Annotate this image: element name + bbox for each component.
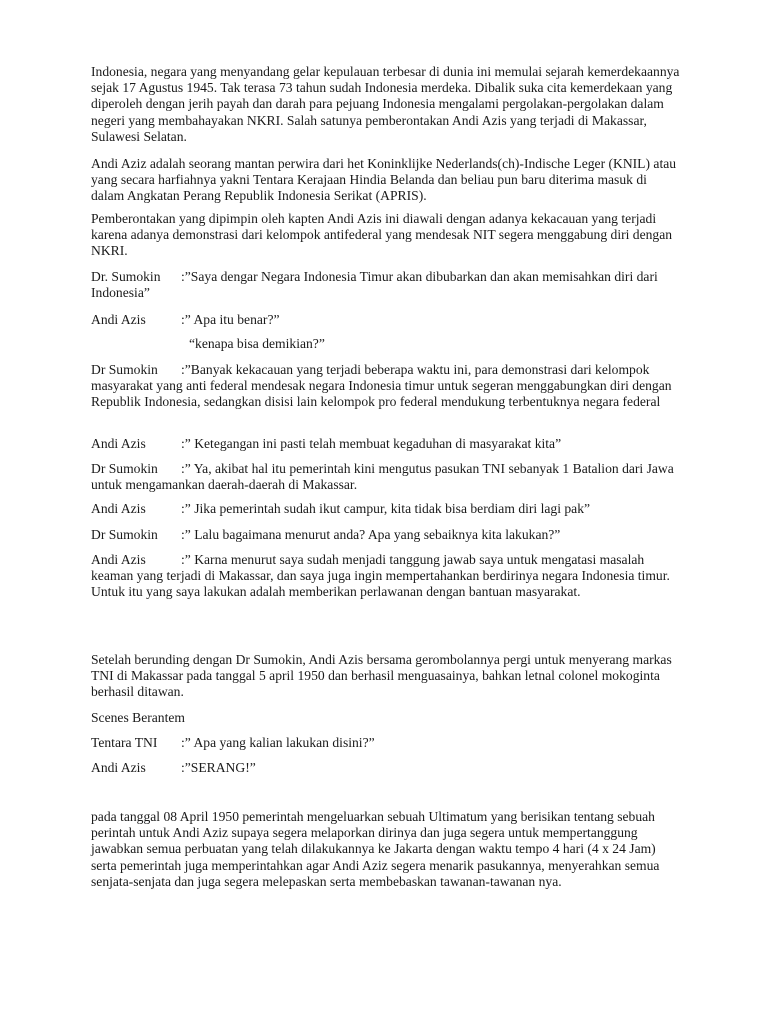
paragraph-ultimatum: pada tanggal 08 April 1950 pemerintah mengeluarkan sebuah Ultimatum yang berisikan tentang sebuah perintah untuk Andi Aziz supaya segera melaporkan dirinya dan juga segera untuk mempertanggung jawabkan semua perbuatan yang telah dilakukannya ke Jakarta dengan waktu tempo 4 hari (4 x 24 Jam) serta pemerintah juga memperintahkan agar Andi Aziz segera menarik pasukannya, menyerahkan semua senjata-senjata dan juga segera melepaskan serta membebaskan tawanan-tawanan nya. [91,809,660,889]
dialogue-line-5 [91,461,681,493]
dialogue-line-2-continued: “kenapa bisa demikian?” [189,336,325,351]
dialogue-line-2 [91,312,280,328]
dialogue-line-9 [91,735,375,751]
paragraph-rebellion-origin: Pemberontakan yang dipimpin oleh kapten Andi Azis ini diawali dengan adanya kekacauan yang terjadi karena adanya demonstrasi dari kelompok antifederal yang mendesak NIT segera menggabung diri dengan NKRI. [91,211,673,259]
dialogue-line-8 [91,552,681,601]
dialogue-line-10 [91,760,256,776]
paragraph-andi-aziz-background: Andi Aziz adalah seorang mantan perwira dari het Koninklijke Nederlands(ch)-Indische Leger (KNIL) atau yang secara harfiahnya yakni Tentara Kerajaan Hindia Belanda dan beliau pun baru diterima masuk di dalam Angkatan Perang Republik Indonesia Serikat (APRIS). [91,156,677,204]
speaker-name: Dr. Sumokin [91,269,161,284]
speaker-name: Andi Azis [91,436,146,451]
dialogue-text: :” Ketegangan ini pasti telah membuat kegaduhan di masyarakat kita” [181,436,562,451]
dialogue-text: :” Karna menurut saya sudah menjadi tanggung jawab saya untuk mengatasi masalah keaman yang terjadi di Makassar, dan saya juga ingin mempertahankan berdirinya negara Indonesia timur. Untuk itu yang saya lakukan adalah memberikan perlawanan dengan bantuan masyarakat. [91,552,670,600]
speaker-name: Dr Sumokin [91,461,158,476]
dialogue-text: :” Apa itu benar?” [181,312,280,327]
speaker-name: Andi Azis [91,552,146,567]
speaker-name: Tentara TNI [91,735,158,750]
dialogue-text: :”SERANG!” [181,760,256,775]
speaker-name: Andi Azis [91,501,146,516]
scene-heading: Scenes Berantem [91,710,185,725]
paragraph-attack: Setelah berunding dengan Dr Sumokin, Andi Azis bersama gerombolannya pergi untuk menyerang markas TNI di Makassar pada tanggal 5 april 1950 dan berhasil menguasainya, bahkan letnal colonel mokoginta berhasil ditawan. [91,652,672,700]
dialogue-text: :” Jika pemerintah sudah ikut campur, kita tidak bisa berdiam diri lagi pak” [181,501,591,516]
dialogue-text: :”Saya dengar Negara Indonesia Timur akan dibubarkan dan akan memisahkan diri dari Indonesia” [91,269,658,301]
speaker-name: Dr Sumokin [91,362,158,377]
dialogue-line-3 [91,362,681,411]
dialogue-line-4 [91,436,561,452]
dialogue-line-1 [91,269,681,301]
paragraph-intro: Indonesia, negara yang menyandang gelar kepulauan terbesar di dunia ini memulai sejarah kemerdekaannya sejak 17 Agustus 1945. Tak terasa 73 tahun sudah Indonesia merdeka. Dibalik suka cita kemerdekaan yang diperoleh dengan jerih payah dan darah para pejuang Indonesia mengalami pergolakan-pergolakan dalam negeri yang membahayakan NKRI. Salah satunya pemberontakan Andi Azis yang terjadi di Makassar, Sulawesi Selatan. [91,64,680,144]
dialogue-text: :” Ya, akibat hal itu pemerintah kini mengutus pasukan TNI sebanyak 1 Batalion dari Jawa untuk mengamankan daerah-daerah di Makassar. [91,461,674,493]
speaker-name: Andi Azis [91,760,146,775]
dialogue-text: :” Lalu bagaimana menurut anda? Apa yang sebaiknya kita lakukan?” [181,527,561,542]
dialogue-line-7 [91,527,560,543]
speaker-name: Dr Sumokin [91,527,158,542]
speaker-name: Andi Azis [91,312,146,327]
dialogue-text: :”Banyak kekacauan yang terjadi beberapa waktu ini, para demonstrasi dari kelompok masyarakat yang anti federal mendesak negara Indonesia timur untuk segeran menggabungkan diri dengan Republik Indonesia, sedangkan disisi lain kelompok pro federal mendukung terbentuknya negara federal [91,362,672,410]
dialogue-text: :” Apa yang kalian lakukan disini?” [181,735,375,750]
dialogue-line-6 [91,501,590,517]
